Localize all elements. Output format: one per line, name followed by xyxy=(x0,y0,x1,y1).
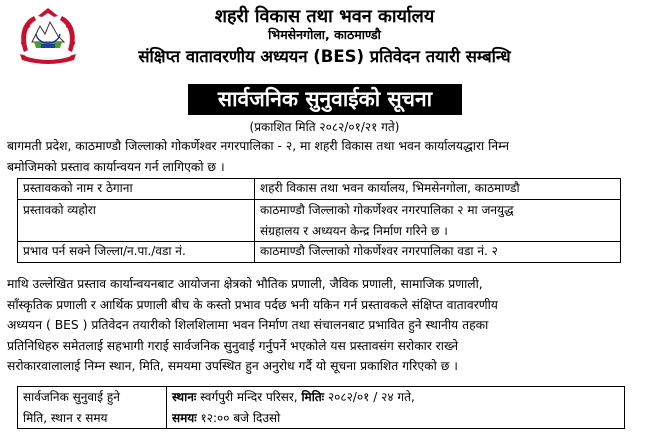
body-paragraph xyxy=(7,274,643,377)
intro-paragraph xyxy=(7,136,643,177)
hearing-place-date xyxy=(172,387,619,408)
value-line: काठमाण्डौ जिल्लाको गोकर्णेश्वर नगरपालिका २ मा जनयुद्ध xyxy=(260,203,514,217)
hearing-time xyxy=(172,408,619,429)
time-label: समयः xyxy=(172,410,197,425)
office-location: भिमसेनगोला, काठमाण्डौ xyxy=(268,27,381,42)
body-line: साँस्कृतिक प्रणाली र आर्थिक प्रणाली बीच के कस्तो प्रभाव पर्दछ भनी यकिन गर्न प्रस्तावकले संक्षिप्त वातावरणीय xyxy=(7,297,498,312)
proposal-table xyxy=(17,178,621,263)
intro-line: बमोजिमको प्रस्ताव कार्यान्वयन गर्न लागिएको छ । xyxy=(7,159,225,174)
body-line: अध्ययन ( BES ) प्रतिवेदन तयारीको शिलशिलामा भवन निर्माण तथा संचालनबाट प्रभावित हुने स्थानीय तहका xyxy=(7,318,489,333)
date-label: मितिः xyxy=(301,390,325,404)
table-row xyxy=(18,242,621,263)
affected-area-value: काठमाण्डौ जिल्लाको गोकर्णेश्वर नगरपालिका वडा नं. २ xyxy=(255,242,621,263)
proposer-label: प्रस्तावकको नाम र ठेगाना xyxy=(18,179,255,200)
hearing-label xyxy=(18,387,167,429)
affected-area-label: प्रभाव पर्न सक्ने जिल्ला/न.पा./वडा नं. xyxy=(18,242,255,263)
hearing-label-line: मिति, स्थान र समय xyxy=(23,410,108,425)
proposer-value: शहरी विकास तथा भवन कार्यालय, भिमसेनगोला, काठमाण्डौ xyxy=(255,179,621,200)
proposal-details-value xyxy=(255,200,621,242)
hearing-details xyxy=(167,387,625,429)
value-line: संग्रहालय र अध्ययन केन्द्र निर्माण गरिने छ । xyxy=(260,223,448,238)
body-line: प्रतिनिधिहरु समेतलाई सहभागी गराई सार्वजनिक सुनुवाई गर्नुपर्ने भएकोले यस प्रस्तावसंग सरोकार राख्ने xyxy=(7,338,459,353)
notice-title-banner: सार्वजनिक सुनुवाईको सूचना xyxy=(188,84,462,115)
date-value: २०८२/०१ / २४ गते, xyxy=(327,390,415,404)
table-row xyxy=(18,387,625,429)
office-name: शहरी विकास तथा भवन कार्यालय xyxy=(214,6,435,27)
published-date: (प्रकाशित मिति २०८२/०१/२१ गते) xyxy=(249,120,400,134)
body-line: माथि उल्लेखित प्रस्ताव कार्यान्वयनबाट आयोजना क्षेत्रको भौतिक प्रणाली, जैविक प्रणाली, सामाजिक प्रणाली, xyxy=(7,277,483,291)
hearing-label-line: सार्वजनिक सुनुवाई हुने xyxy=(23,390,120,404)
table-row xyxy=(18,200,621,242)
time-value: १२:०० बजे दिउसो xyxy=(200,410,281,425)
body-line: सरोकारवालालाई निम्न स्थान, मिति, समयमा उपस्थित हुन अनुरोध गर्दै यो सूचना प्रकाशित गरिएको छ । xyxy=(7,359,458,374)
notice-subject: संक्षिप्त वातावरणीय अध्ययन (BES) प्रतिवेदन तयारी सम्बन्धि xyxy=(138,47,511,66)
intro-line: बागमती प्रदेश, काठमाण्डौ जिल्लाको गोकर्णेश्वर नगरपालिका - २, मा शहरी विकास तथा भवन कार्यालयद्धारा निम्न xyxy=(7,139,510,153)
place-value: स्वर्गपुरी मन्दिर परिसर, xyxy=(200,390,298,404)
place-label: स्थानः xyxy=(172,390,197,404)
proposal-details-label: प्रस्तावको व्यहोरा xyxy=(18,200,255,242)
table-row xyxy=(18,179,621,200)
hearing-table xyxy=(17,386,625,429)
